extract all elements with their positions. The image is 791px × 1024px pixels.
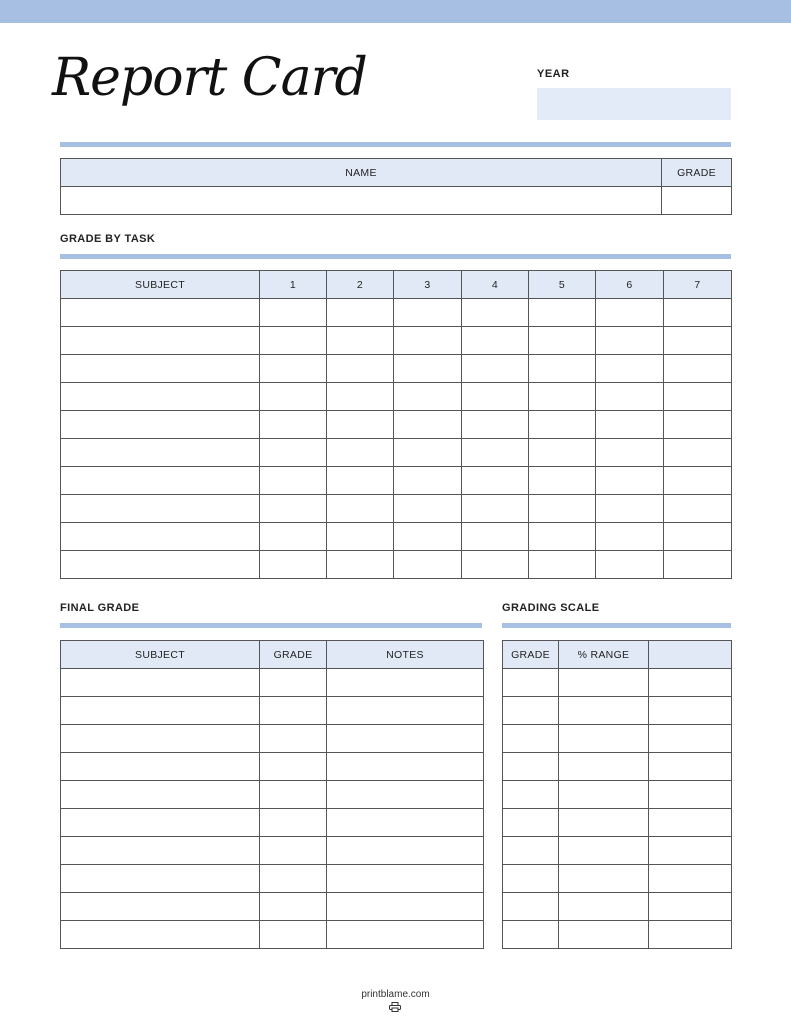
table-cell[interactable] [260, 837, 327, 865]
scale-header-range: % RANGE [559, 641, 649, 669]
table-cell[interactable] [260, 551, 327, 579]
table-row [61, 865, 484, 893]
table-cell[interactable] [649, 781, 732, 809]
task-header-7: 7 [664, 271, 732, 299]
table-cell[interactable] [559, 697, 649, 725]
final-header-subject: SUBJECT [61, 641, 260, 669]
table-cell[interactable] [61, 865, 260, 893]
table-cell[interactable] [61, 355, 260, 383]
top-color-band [0, 0, 791, 23]
table-cell[interactable] [596, 327, 664, 355]
table-row [503, 669, 732, 697]
grading-scale-divider [502, 623, 731, 628]
table-cell[interactable] [596, 299, 664, 327]
page-title: Report Card [52, 48, 367, 108]
task-header-6: 6 [596, 271, 664, 299]
table-cell[interactable] [649, 753, 732, 781]
table-cell[interactable] [462, 467, 529, 495]
table-cell[interactable] [503, 809, 559, 837]
table-row [503, 725, 732, 753]
table-cell[interactable] [529, 411, 596, 439]
table-cell[interactable] [260, 809, 327, 837]
table-row [61, 893, 484, 921]
table-cell[interactable] [529, 355, 596, 383]
task-header-5: 5 [529, 271, 596, 299]
table-cell[interactable] [503, 837, 559, 865]
table-cell[interactable] [559, 837, 649, 865]
table-cell[interactable] [260, 299, 327, 327]
table-cell[interactable] [559, 893, 649, 921]
table-cell[interactable] [664, 495, 732, 523]
table-cell[interactable] [327, 299, 394, 327]
table-cell[interactable] [596, 523, 664, 551]
table-cell[interactable] [649, 893, 732, 921]
table-cell[interactable] [260, 725, 327, 753]
table-cell[interactable] [260, 893, 327, 921]
table-row [61, 467, 732, 495]
table-cell[interactable] [596, 439, 664, 467]
table-cell[interactable] [61, 893, 260, 921]
final-grade-label: FINAL GRADE [60, 602, 140, 614]
table-cell[interactable] [327, 551, 394, 579]
table-row [503, 921, 732, 949]
table-cell[interactable] [260, 327, 327, 355]
final-grade-table [60, 640, 484, 949]
table-row [503, 753, 732, 781]
table-cell[interactable] [61, 495, 260, 523]
table-cell[interactable] [327, 495, 394, 523]
table-cell[interactable] [260, 439, 327, 467]
table-row [503, 809, 732, 837]
table-cell[interactable] [61, 781, 260, 809]
table-cell[interactable] [260, 753, 327, 781]
table-cell[interactable] [327, 439, 394, 467]
table-cell[interactable] [61, 697, 260, 725]
table-cell[interactable] [503, 865, 559, 893]
table-cell[interactable] [649, 809, 732, 837]
final-grade-divider [60, 623, 482, 628]
scale-header-blank [649, 641, 732, 669]
table-cell[interactable] [649, 669, 732, 697]
table-cell[interactable] [394, 551, 462, 579]
table-row [61, 551, 732, 579]
table-cell[interactable] [596, 355, 664, 383]
table-row [61, 383, 732, 411]
student-table [60, 158, 732, 215]
table-cell[interactable] [529, 523, 596, 551]
table-row [61, 495, 732, 523]
table-cell[interactable] [394, 523, 462, 551]
grading-scale-table [502, 640, 732, 949]
grade-by-task-label: GRADE BY TASK [60, 233, 156, 245]
table-cell[interactable] [260, 865, 327, 893]
table-cell[interactable] [327, 383, 394, 411]
scale-header-grade: GRADE [503, 641, 559, 669]
table-cell[interactable] [649, 921, 732, 949]
table-cell[interactable] [664, 355, 732, 383]
table-cell[interactable] [327, 865, 484, 893]
table-cell[interactable] [61, 299, 260, 327]
year-input[interactable] [537, 88, 731, 120]
table-cell[interactable] [664, 523, 732, 551]
table-row [61, 327, 732, 355]
table-cell[interactable] [596, 411, 664, 439]
grade-by-task-divider [60, 254, 731, 259]
table-cell[interactable] [529, 495, 596, 523]
table-cell[interactable] [529, 551, 596, 579]
final-header-grade: GRADE [260, 641, 327, 669]
table-cell[interactable] [529, 467, 596, 495]
table-row [61, 411, 732, 439]
printer-icon [389, 1002, 401, 1012]
table-cell[interactable] [61, 753, 260, 781]
table-cell[interactable] [327, 837, 484, 865]
table-cell[interactable] [503, 781, 559, 809]
task-header-2: 2 [327, 271, 394, 299]
table-cell[interactable] [327, 725, 484, 753]
year-label: YEAR [537, 68, 570, 80]
header-divider [60, 142, 731, 147]
table-cell[interactable] [394, 327, 462, 355]
table-row [503, 697, 732, 725]
table-cell[interactable] [260, 355, 327, 383]
table-cell[interactable] [664, 551, 732, 579]
table-cell[interactable] [260, 781, 327, 809]
table-cell[interactable] [462, 355, 529, 383]
table-cell[interactable] [61, 725, 260, 753]
table-cell[interactable] [327, 781, 484, 809]
table-row [503, 781, 732, 809]
table-cell[interactable] [503, 753, 559, 781]
table-cell[interactable] [260, 523, 327, 551]
table-cell[interactable] [327, 411, 394, 439]
table-cell[interactable] [327, 327, 394, 355]
table-cell[interactable] [462, 523, 529, 551]
table-cell[interactable] [503, 921, 559, 949]
table-cell[interactable] [61, 467, 260, 495]
name-field[interactable] [61, 187, 662, 215]
table-cell[interactable] [559, 753, 649, 781]
table-cell[interactable] [327, 809, 484, 837]
table-cell[interactable] [596, 467, 664, 495]
table-cell[interactable] [529, 299, 596, 327]
table-cell[interactable] [649, 725, 732, 753]
table-cell[interactable] [327, 523, 394, 551]
table-cell[interactable] [61, 411, 260, 439]
table-cell[interactable] [327, 669, 484, 697]
table-cell[interactable] [61, 837, 260, 865]
table-cell[interactable] [462, 411, 529, 439]
table-row [61, 921, 484, 949]
table-cell[interactable] [327, 753, 484, 781]
table-cell[interactable] [529, 383, 596, 411]
table-cell[interactable] [394, 411, 462, 439]
table-row [61, 809, 484, 837]
task-header-4: 4 [462, 271, 529, 299]
table-cell[interactable] [61, 327, 260, 355]
table-cell[interactable] [664, 383, 732, 411]
table-cell[interactable] [649, 697, 732, 725]
table-cell[interactable] [596, 551, 664, 579]
table-cell[interactable] [559, 865, 649, 893]
table-cell[interactable] [462, 299, 529, 327]
table-row [503, 837, 732, 865]
table-row [503, 865, 732, 893]
table-cell[interactable] [61, 921, 260, 949]
table-cell[interactable] [327, 355, 394, 383]
table-row [61, 725, 484, 753]
table-cell[interactable] [462, 383, 529, 411]
table-cell[interactable] [664, 327, 732, 355]
table-cell[interactable] [559, 781, 649, 809]
table-row [61, 753, 484, 781]
table-cell[interactable] [462, 439, 529, 467]
table-cell[interactable] [596, 383, 664, 411]
grade-by-task-table [60, 270, 732, 579]
table-cell[interactable] [394, 299, 462, 327]
table-cell[interactable] [649, 865, 732, 893]
table-cell[interactable] [559, 809, 649, 837]
table-cell[interactable] [260, 697, 327, 725]
table-cell[interactable] [394, 467, 462, 495]
table-cell[interactable] [529, 327, 596, 355]
table-cell[interactable] [503, 725, 559, 753]
table-cell[interactable] [260, 383, 327, 411]
table-cell[interactable] [664, 299, 732, 327]
table-cell[interactable] [61, 809, 260, 837]
table-row [61, 669, 484, 697]
table-cell[interactable] [462, 551, 529, 579]
table-row [61, 439, 732, 467]
table-cell[interactable] [394, 355, 462, 383]
task-header-subject: SUBJECT [61, 271, 260, 299]
table-cell[interactable] [394, 439, 462, 467]
table-row [61, 523, 732, 551]
table-cell[interactable] [327, 697, 484, 725]
table-cell[interactable] [559, 725, 649, 753]
table-cell[interactable] [260, 495, 327, 523]
table-cell[interactable] [664, 439, 732, 467]
table-cell[interactable] [260, 411, 327, 439]
table-cell[interactable] [649, 837, 732, 865]
table-cell[interactable] [664, 467, 732, 495]
table-cell[interactable] [596, 495, 664, 523]
table-cell[interactable] [327, 467, 394, 495]
task-header-3: 3 [394, 271, 462, 299]
table-cell[interactable] [260, 921, 327, 949]
table-cell[interactable] [61, 523, 260, 551]
table-cell[interactable] [394, 383, 462, 411]
table-cell[interactable] [260, 669, 327, 697]
table-cell[interactable] [462, 327, 529, 355]
table-cell[interactable] [462, 495, 529, 523]
table-row [61, 697, 484, 725]
table-row [503, 893, 732, 921]
table-cell[interactable] [559, 669, 649, 697]
table-row [61, 837, 484, 865]
table-cell[interactable] [503, 669, 559, 697]
grade-column-header: GRADE [662, 159, 732, 187]
table-cell[interactable] [559, 921, 649, 949]
table-cell[interactable] [61, 383, 260, 411]
table-cell[interactable] [394, 495, 462, 523]
table-row [61, 299, 732, 327]
table-cell[interactable] [61, 669, 260, 697]
table-row [61, 355, 732, 383]
table-cell[interactable] [529, 439, 596, 467]
table-row [61, 781, 484, 809]
table-cell[interactable] [664, 411, 732, 439]
table-cell[interactable] [503, 697, 559, 725]
table-cell[interactable] [327, 921, 484, 949]
table-cell[interactable] [327, 893, 484, 921]
task-header-1: 1 [260, 271, 327, 299]
grade-field[interactable] [662, 187, 732, 215]
grading-scale-label: GRADING SCALE [502, 602, 600, 614]
table-cell[interactable] [260, 467, 327, 495]
table-cell[interactable] [503, 893, 559, 921]
final-header-notes: NOTES [327, 641, 484, 669]
table-cell[interactable] [61, 439, 260, 467]
footer-site: printblame.com [361, 989, 430, 1000]
table-cell[interactable] [61, 551, 260, 579]
name-column-header: NAME [61, 159, 662, 187]
